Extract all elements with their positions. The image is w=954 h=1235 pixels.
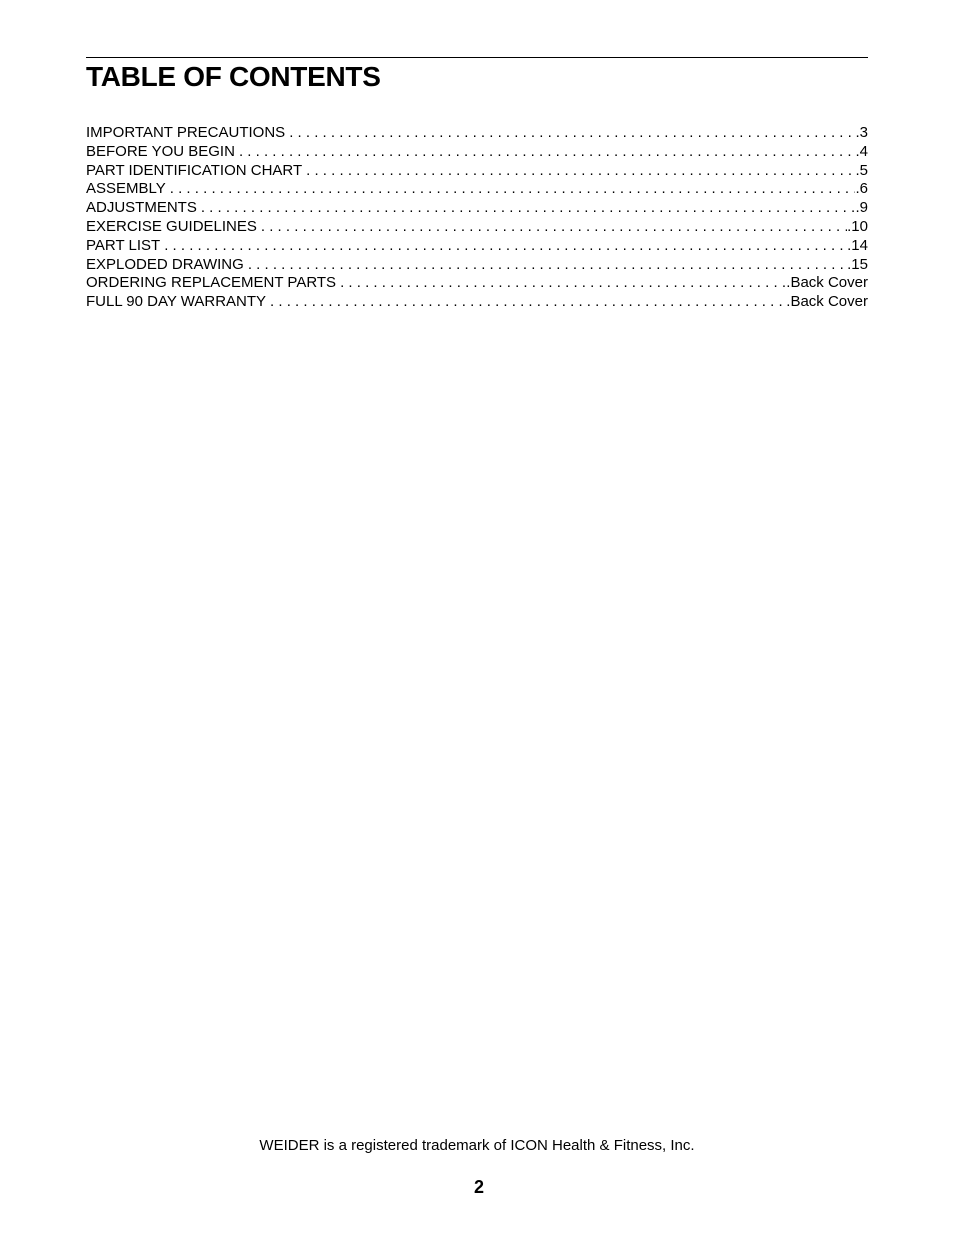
toc-entry-exploded-drawing[interactable]	[86, 256, 868, 275]
toc-dot-leader	[289, 124, 855, 143]
trademark-notice: WEIDER is a registered trademark of ICON Health & Fitness, Inc.	[259, 1137, 695, 1154]
toc-entry-page: .4	[855, 142, 868, 160]
toc-entry-ordering-replacement-parts[interactable]	[86, 274, 868, 293]
toc-entry-label: ADJUSTMENTS	[86, 199, 197, 217]
toc-dot-leader	[270, 293, 786, 312]
toc-entry-page: .5	[855, 161, 868, 179]
toc-entry-before-you-begin[interactable]	[86, 143, 868, 162]
toc-entry-label: PART LIST	[86, 236, 161, 254]
toc-entry-page: .15	[847, 255, 868, 273]
toc-entry-full-90-day-warranty[interactable]	[86, 293, 868, 312]
toc-entry-important-precautions[interactable]	[86, 124, 868, 143]
toc-entry-exercise-guidelines[interactable]	[86, 218, 868, 237]
toc-entry-part-list[interactable]	[86, 237, 868, 256]
toc-entry-label: IMPORTANT PRECAUTIONS	[86, 124, 286, 141]
toc-entry-page: .9	[855, 199, 868, 217]
toc-dot-leader	[239, 143, 856, 162]
toc-dot-leader	[164, 237, 847, 256]
toc-entry-page: .3	[855, 124, 868, 141]
toc-entry-adjustments[interactable]	[86, 199, 868, 218]
toc-entry-page: .Back Cover	[786, 274, 868, 292]
header-rule	[86, 57, 868, 58]
toc-entry-label: FULL 90 DAY WARRANTY	[86, 293, 267, 311]
page-title: TABLE OF CONTENTS	[86, 61, 381, 92]
page-number: 2	[473, 1177, 484, 1197]
toc-entry-page: .Back Cover	[786, 293, 868, 311]
toc-entry-page: .14	[847, 236, 868, 254]
toc-entry-page: .6	[855, 180, 868, 198]
toc-entry-part-identification-chart[interactable]	[86, 162, 868, 181]
toc-entry-label: ORDERING REPLACEMENT PARTS	[86, 274, 337, 292]
table-of-contents	[86, 124, 868, 312]
toc-dot-leader	[170, 180, 856, 199]
toc-entry-label: EXERCISE GUIDELINES	[86, 217, 257, 235]
toc-dot-leader	[261, 218, 847, 237]
toc-entry-label: PART IDENTIFICATION CHART	[86, 161, 303, 179]
toc-entry-label: BEFORE YOU BEGIN	[86, 142, 235, 160]
toc-entry-label: EXPLODED DRAWING	[86, 255, 244, 273]
toc-dot-leader	[340, 274, 786, 293]
toc-entry-label: ASSEMBLY	[86, 180, 166, 198]
toc-entry-assembly[interactable]	[86, 180, 868, 199]
toc-dot-leader	[306, 162, 855, 181]
toc-dot-leader	[248, 256, 847, 275]
toc-dot-leader	[201, 199, 856, 218]
toc-entry-page: .10	[847, 217, 868, 235]
